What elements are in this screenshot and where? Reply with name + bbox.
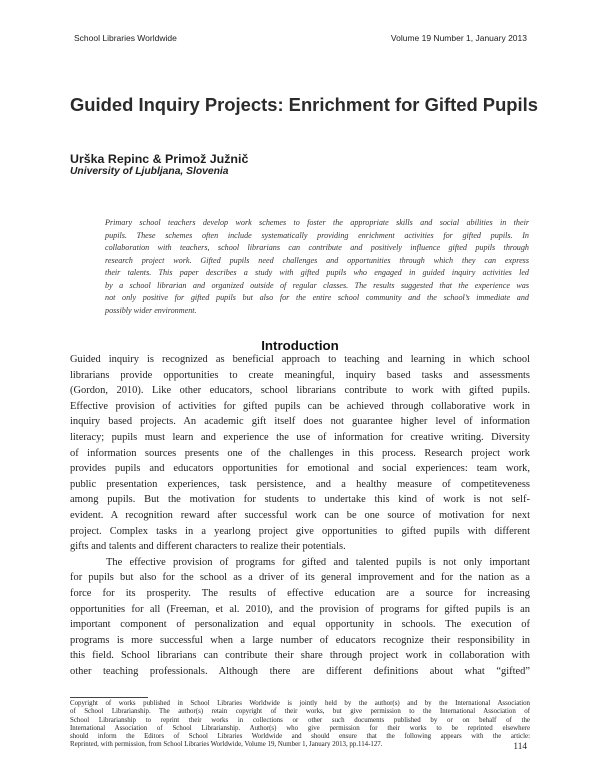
abstract-line: by a school librarian and organized outside of regular classes. The results suggested that the experience was — [105, 280, 529, 290]
abstract-line: their talents. This paper describes a study with gifted pupils who engaged in guided inquiry activities led — [105, 268, 529, 278]
body-line: gifts and talents and different characters to realize their potentials. — [70, 541, 346, 553]
footnote-rule — [70, 697, 148, 698]
body-line: librarians provide opportunities to create meaningful, inquiry based tasks and assessments — [70, 369, 530, 381]
body-line: force for its prosperity. The results of effective education are a source for increasing — [70, 587, 530, 599]
abstract-line: Primary school teachers develop work schemes to foster the appropriate skills and social abilities in their — [105, 218, 529, 227]
body-line: other teaching professionals. Although there are different definitions about what “gifted” — [70, 665, 530, 677]
body-line: literacy; pupils must learn and experience the use of information for creative writing. Diversity — [70, 431, 530, 443]
running-header-journal: School Libraries Worldwide — [74, 33, 177, 43]
section-heading-introduction: Introduction — [261, 338, 339, 353]
abstract-line: possibly wider environment. — [105, 305, 197, 315]
body-line: Guided inquiry is recognized as beneficial approach to teaching and learning in which school — [70, 354, 530, 365]
body-line: provides pupils and educators opportunities for emotional and social experiences: team work, — [70, 463, 530, 475]
body-line: of information sources presents one of the challenges in this process. Research project work — [70, 447, 530, 459]
body-line: important component of personalization and equal opportunity in schools. The execution of — [70, 619, 530, 631]
footnote-line: should inform the Editors of School Libraries Worldwide and should ensure that the following appears with the article: — [70, 733, 530, 740]
body-line: Effective provision of activities for gifted pupils can be achieved through collaborative work in — [70, 400, 530, 412]
body-line: this field. School librarians can contribute their share through project work in collaboration with — [70, 650, 530, 662]
footnote-line: International Association of School Librarianship. Author(s) who give permission for their works to be reprinted elsewhere — [70, 724, 530, 732]
body-line: opportunities for all (Freeman, et al. 2010), and the provision of programs for gifted pupils is an — [70, 603, 530, 615]
body-line: (Gordon, 2010). Like other educators, school librarians contribute to work with gifted pupils. — [70, 385, 530, 397]
abstract-line: research project work. Gifted pupils need challenges and opportunities through which they can express — [105, 255, 529, 265]
page-number: 114 — [513, 742, 527, 752]
article-title: Guided Inquiry Projects: Enrichment for Gifted Pupils — [70, 94, 538, 115]
abstract-line: pupils. These schemes often include systematically providing enrichment activities for gifted pupils. In — [105, 230, 529, 240]
abstract-line: not only positive for gifted pupils but also for the entire school community and the school’s immediate and — [105, 293, 529, 303]
footnote-line: of School Librarianship. The author(s) retain copyright of their works, but give permission to the International Association of — [70, 708, 530, 716]
running-header-issue: Volume 19 Number 1, January 2013 — [390, 33, 527, 43]
article-authors: Urška Repinc & Primož Južnič — [70, 152, 249, 166]
footnote-line: Reprinted, with permission, from School Libraries Worldwide, Volume 19, Number 1, January 2013, pp.114-127. — [70, 741, 383, 749]
abstract-line: collaboration with teachers, school librarians can contribute and positively influence gifted pupils through — [105, 243, 529, 253]
body-line: public presentation experiences, task persistence, and a healthy measure of competiteveness — [70, 478, 530, 490]
body-line: project. Complex tasks in a yearlong project give opportunities to gifted pupils with different — [70, 525, 530, 537]
body-text — [70, 352, 530, 679]
body-line: evident. A recognition reward after successful work can be one source of motivation for next — [70, 509, 530, 521]
footnote-line: Copyright of works published in School Libraries Worldwide is jointly held by the author(s) and by the International Association — [70, 700, 530, 707]
body-line: The effective provision of programs for gifted and talented pupils is not only important — [106, 556, 530, 568]
body-line: among pupils. But the motivation for students to undertake this kind of work is not self- — [70, 494, 530, 506]
copyright-footnote — [70, 700, 530, 750]
body-line: programs is more successful when a large number of educators recognize their responsibility in — [70, 634, 530, 646]
abstract — [105, 217, 529, 317]
footnote-line: School Librarianship to reprint their works in collections or other such documents published by or on behalf of the — [70, 716, 530, 724]
body-line: inquiry based projects. An academic gift itself does not guarantee higher level of information — [70, 416, 530, 428]
author-affiliation: University of Ljubljana, Slovenia — [70, 166, 229, 177]
body-line: for pupils but also for the school as a driver of its general improvement and for the nation as a — [70, 572, 530, 584]
